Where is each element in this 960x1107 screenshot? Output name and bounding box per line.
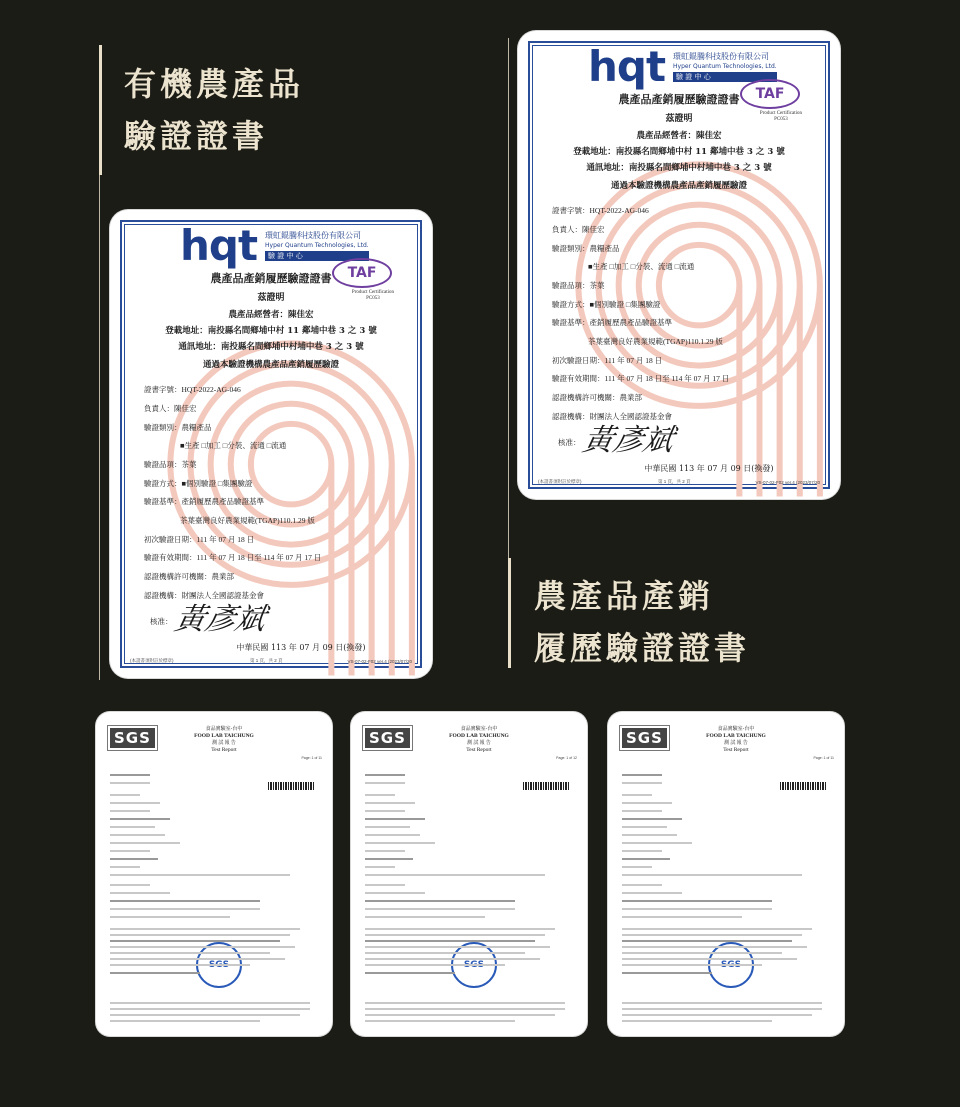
- report-text-line: [622, 794, 652, 796]
- sgs-lab-name-zh: 食品實驗室-台中: [205, 727, 243, 732]
- certificate-mail-address: 通訊地址：南投縣名間鄉埔中村埔中巷 3 之 3 號: [586, 163, 772, 173]
- report-text-line: [365, 946, 550, 948]
- report-text-line: [110, 774, 150, 776]
- report-text-line: [110, 1002, 310, 1004]
- company-name-zh: 環虹錕騰科技股份有限公司: [265, 231, 362, 240]
- approver-label: 核准：: [150, 617, 173, 626]
- report-text-line: [622, 928, 812, 930]
- report-text-line: [110, 916, 230, 918]
- field-authority: 認證機構許可機關：農業部: [552, 393, 642, 402]
- field-accreditor: 認證機構：財團法人全國認證基金會: [552, 412, 672, 421]
- report-text-line: [110, 946, 295, 948]
- certificate-header: [180, 221, 369, 270]
- report-text-line: [365, 916, 485, 918]
- report-text-line: [110, 794, 140, 796]
- report-text-line: [110, 826, 155, 828]
- sgs-page-number: Page: 1 of 12: [556, 756, 577, 760]
- report-text-line: [622, 874, 802, 876]
- approver-signature: 黃彥斌: [171, 602, 269, 637]
- report-text-line: [622, 866, 652, 868]
- report-text-line: [110, 900, 260, 902]
- report-text-line: [622, 972, 712, 974]
- certificate-operator: 農產品經營者：陳佳宏: [228, 310, 314, 320]
- sgs-test-report-3: [608, 712, 844, 1036]
- report-text-line: [365, 972, 455, 974]
- report-text-line: [110, 1014, 300, 1016]
- field-item: 驗證品項：茶葉: [552, 281, 605, 290]
- field-method: 驗證方式：■個別驗證 □集團驗證: [144, 479, 253, 488]
- report-text-line: [622, 916, 742, 918]
- taf-caption-line1: Product Certification: [759, 111, 802, 116]
- report-text-line: [622, 964, 762, 966]
- report-text-line: [622, 908, 772, 910]
- certificate-date: 中華民國 113 年 07 月 09 日(換發): [644, 464, 774, 473]
- taf-caption-line1: Product Certification: [351, 290, 394, 295]
- certificate-operator: 農產品經營者：陳佳宏: [636, 131, 722, 141]
- report-text-line: [622, 1008, 822, 1010]
- field-validity: 驗證有效期間：111 年 07 月 18 日至 114 年 07 月 17 日: [552, 374, 730, 383]
- report-text-line: [622, 946, 807, 948]
- sgs-logo: SGS: [365, 728, 410, 748]
- field-scope: ■生產 □加工 □分裝、流通 □流通: [180, 441, 287, 450]
- sgs-lab-header: [156, 726, 292, 754]
- sgs-lab-name-zh: 食品實驗室-台中: [717, 727, 755, 732]
- report-text-line: [622, 802, 672, 804]
- field-validity: 驗證有效期間：111 年 07 月 18 日至 114 年 07 月 17 日: [144, 553, 322, 562]
- report-text-line: [365, 842, 435, 844]
- sgs-report-title-zh: 測 試 報 告: [212, 741, 236, 746]
- report-text-line: [110, 782, 150, 784]
- field-category: 驗證類別：農糧產品: [552, 244, 620, 253]
- field-cert-no: 證書字號：HQT-2022-AG-046: [144, 385, 241, 394]
- report-text-line: [622, 1014, 812, 1016]
- field-scope: ■生產 □加工 □分裝、流通 □流通: [588, 262, 695, 271]
- report-text-line: [365, 850, 405, 852]
- sgs-report-title-zh: 測 試 報 告: [467, 741, 491, 746]
- sgs-report-title-en: Test Report: [466, 747, 492, 753]
- report-text-line: [365, 1008, 565, 1010]
- report-text-line: [110, 874, 290, 876]
- report-text-line: [365, 928, 555, 930]
- heading-traceability-line2: 履歷驗證證書: [534, 629, 751, 667]
- field-standard-version: 茶葉臺灣良好農業規範(TGAP)110.1.29 版: [588, 337, 723, 346]
- report-text-line: [622, 850, 662, 852]
- footer-note: (本證書須附註於標章): [130, 658, 174, 663]
- footer-form-no: VS-07-02-F02 ver.4 (2023/07/20: [755, 480, 820, 485]
- report-text-line: [110, 952, 270, 954]
- report-text-line: [365, 794, 395, 796]
- footer-page: 第 1 頁，共 2 頁: [250, 658, 283, 663]
- sgs-lab-header: [668, 726, 804, 754]
- report-text-line: [110, 934, 290, 936]
- company-name-zh: 環虹錕騰科技股份有限公司: [673, 52, 770, 61]
- certificate-statement: 通過本驗證機構農產品產銷履歷驗證: [610, 181, 747, 191]
- sgs-test-report-2: [351, 712, 587, 1036]
- report-text-line: [110, 964, 250, 966]
- report-text-line: [622, 900, 772, 902]
- report-text-line: [622, 810, 662, 812]
- field-category: 驗證類別：農糧產品: [144, 423, 212, 432]
- report-text-line: [110, 892, 170, 894]
- sgs-lab-name-en: FOOD LAB TAICHUNG: [194, 733, 254, 739]
- field-responsible: 負責人：陳佳宏: [144, 404, 197, 413]
- sgs-lab-name-en: FOOD LAB TAICHUNG: [449, 733, 509, 739]
- heading-organic-line1: 有機農產品: [124, 65, 305, 103]
- report-text-line: [622, 826, 667, 828]
- sgs-barcode: [780, 782, 826, 790]
- sgs-report-title-en: Test Report: [723, 747, 749, 753]
- sgs-barcode: [268, 782, 314, 790]
- sgs-logo: SGS: [110, 728, 155, 748]
- report-text-line: [110, 940, 280, 942]
- field-cert-no: 證書字號：HQT-2022-AG-046: [552, 206, 649, 215]
- report-text-line: [622, 934, 802, 936]
- report-text-line: [365, 1014, 555, 1016]
- certification-center: 驗 證 中 心: [673, 72, 777, 82]
- report-text-line: [365, 908, 515, 910]
- footer-note: (本證書須附註於標章): [538, 479, 582, 484]
- report-text-line: [365, 782, 405, 784]
- report-text-line: [622, 940, 792, 942]
- report-text-line: [365, 874, 545, 876]
- report-text-line: [365, 964, 505, 966]
- report-text-line: [110, 972, 200, 974]
- certificate-mail-address: 通訊地址：南投縣名間鄉埔中村埔中巷 3 之 3 號: [178, 342, 364, 352]
- report-text-line: [622, 818, 682, 820]
- heading-accent-line-bottom: [508, 558, 511, 668]
- report-text-line: [365, 858, 413, 860]
- certificate-statement: 通過本驗證機構農產品產銷履歷驗證: [202, 360, 339, 370]
- sgs-report-title-en: Test Report: [211, 747, 237, 753]
- field-first-date: 初次驗證日期：111 年 07 月 18 日: [144, 535, 255, 544]
- report-text-line: [110, 850, 150, 852]
- taf-caption-line2: PC053: [774, 117, 788, 122]
- divider-line-left: [99, 175, 100, 680]
- report-text-line: [365, 952, 525, 954]
- report-text-line: [622, 952, 782, 954]
- report-text-line: [110, 834, 165, 836]
- sgs-page-number: Page: 1 of 11: [813, 756, 834, 760]
- report-text-line: [110, 884, 150, 886]
- field-method: 驗證方式：■個別驗證 □集團驗證: [552, 300, 661, 309]
- certificate-reg-address: 登載地址：南投縣名間鄉埔中村 11 鄰埔中巷 3 之 3 號: [165, 326, 377, 336]
- report-text-line: [365, 802, 415, 804]
- certificate-title: 農產品產銷履歷驗證證書: [210, 272, 332, 285]
- report-text-line: [110, 842, 180, 844]
- divider-line-right: [508, 38, 509, 558]
- report-text-line: [622, 884, 662, 886]
- certification-center: 驗 證 中 心: [265, 251, 369, 261]
- report-text-line: [365, 866, 395, 868]
- report-text-line: [110, 802, 160, 804]
- taf-badge: TAF: [740, 79, 800, 109]
- report-text-line: [365, 834, 420, 836]
- field-responsible: 負責人：陳佳宏: [552, 225, 605, 234]
- sgs-lab-header: [411, 726, 547, 754]
- report-text-line: [622, 1020, 772, 1022]
- report-text-line: [110, 866, 140, 868]
- footer-form-no: VS-07-02-F02 ver.4 (2023/07/20: [347, 659, 412, 664]
- heading-organic-line2: 驗證證書: [124, 117, 269, 155]
- traceability-certificate-top: [518, 31, 840, 499]
- traceability-certificate-front: [110, 210, 432, 678]
- report-text-line: [365, 934, 545, 936]
- report-text-line: [365, 892, 425, 894]
- certificate-holder: 茲證明: [665, 114, 693, 124]
- field-item: 驗證品項：茶葉: [144, 460, 197, 469]
- field-standard: 驗證基準：產銷履歷農產品驗證基準: [552, 318, 672, 327]
- certificate-holder: 茲證明: [257, 293, 285, 303]
- field-authority: 認證機構許可機關：農業部: [144, 572, 234, 581]
- report-text-line: [110, 818, 170, 820]
- report-text-line: [110, 810, 150, 812]
- report-text-line: [622, 774, 662, 776]
- report-text-line: [365, 1020, 515, 1022]
- sgs-logo: SGS: [622, 728, 667, 748]
- company-name-en: Hyper Quantum Technologies, Ltd.: [265, 242, 369, 249]
- report-text-line: [365, 826, 410, 828]
- sgs-lab-name-en: FOOD LAB TAICHUNG: [706, 733, 766, 739]
- sgs-barcode: [523, 782, 569, 790]
- report-text-line: [110, 1020, 260, 1022]
- report-text-line: [365, 818, 425, 820]
- certificate-reg-address: 登載地址：南投縣名間鄉埔中村 11 鄰埔中巷 3 之 3 號: [573, 147, 785, 157]
- report-text-line: [365, 810, 405, 812]
- report-text-line: [110, 908, 260, 910]
- heading-traceability: [534, 570, 750, 674]
- report-text-line: [622, 858, 670, 860]
- report-text-line: [110, 1008, 310, 1010]
- report-text-line: [622, 1002, 822, 1004]
- field-standard-version: 茶葉臺灣良好農業規範(TGAP)110.1.29 版: [180, 516, 315, 525]
- report-text-line: [365, 958, 540, 960]
- field-first-date: 初次驗證日期：111 年 07 月 18 日: [552, 356, 663, 365]
- sgs-report-title-zh: 測 試 報 告: [724, 741, 748, 746]
- report-text-line: [365, 884, 405, 886]
- company-block: [265, 231, 369, 261]
- report-text-line: [622, 892, 682, 894]
- approver-signature: 黃彥斌: [579, 423, 677, 458]
- certificate-date: 中華民國 113 年 07 月 09 日(換發): [236, 643, 366, 652]
- field-accreditor: 認證機構：財團法人全國認證基金會: [144, 591, 264, 600]
- sgs-test-report-1: [96, 712, 332, 1036]
- hqt-logo: hqt: [588, 42, 666, 91]
- report-text-line: [110, 958, 285, 960]
- field-standard: 驗證基準：產銷履歷農產品驗證基準: [144, 497, 264, 506]
- company-name-en: Hyper Quantum Technologies, Ltd.: [673, 63, 777, 70]
- sgs-page-number: Page: 1 of 11: [301, 756, 322, 760]
- report-text-line: [622, 958, 797, 960]
- report-text-line: [110, 858, 158, 860]
- company-block: [673, 52, 777, 82]
- hqt-logo: hqt: [180, 221, 258, 270]
- report-text-line: [365, 774, 405, 776]
- approver-label: 核准：: [558, 438, 581, 447]
- report-text-line: [622, 782, 662, 784]
- heading-accent-line-top: [99, 45, 102, 175]
- report-text-line: [365, 940, 535, 942]
- report-text-line: [622, 842, 692, 844]
- taf-badge: TAF: [332, 258, 392, 288]
- report-text-line: [365, 900, 515, 902]
- report-text-line: [110, 928, 300, 930]
- taf-caption-line2: PC053: [366, 296, 380, 301]
- report-text-line: [622, 834, 677, 836]
- certificate-title: 農產品產銷履歷驗證證書: [618, 93, 740, 106]
- sgs-lab-name-zh: 食品實驗室-台中: [460, 727, 498, 732]
- footer-page: 第 1 頁，共 2 頁: [658, 479, 691, 484]
- report-text-line: [365, 1002, 565, 1004]
- certificate-header: [588, 42, 777, 91]
- heading-organic: [124, 58, 304, 162]
- heading-traceability-line1: 農產品產銷: [534, 577, 715, 615]
